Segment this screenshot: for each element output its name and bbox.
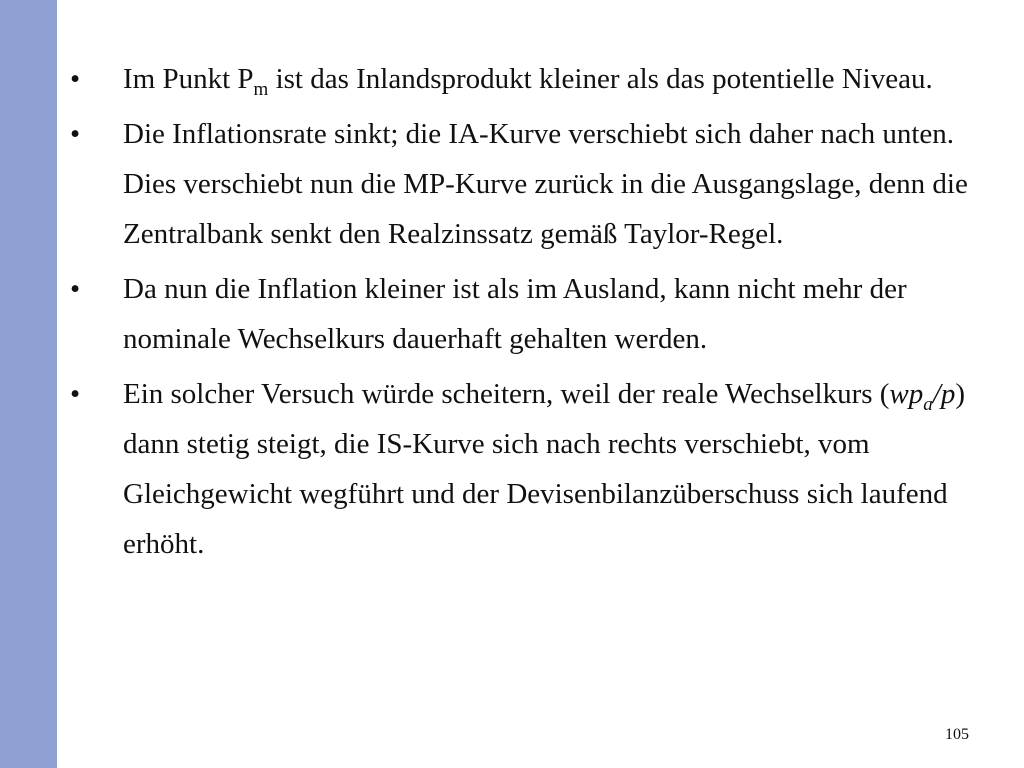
bullet-2-text: Die Inflationsrate sinkt; die IA-Kurve verschiebt sich daher nach unten. Dies verschiebt nun die MP-Kurve zurück in die Ausgangslage, denn die Zentralbank senkt den Realzinssatz gemäß Taylor-Regel. bbox=[123, 118, 968, 250]
bullet-list bbox=[70, 54, 1010, 574]
bullet-dot: • bbox=[70, 378, 81, 410]
bullet-1-part-2: ist das Inlandsprodukt kleiner als das potentielle Niveau. bbox=[268, 63, 933, 95]
bullet-1-text bbox=[123, 63, 933, 100]
slide-number: 105 bbox=[945, 726, 969, 743]
bullet-4-part-1: Ein solcher Versuch würde scheitern, weil der reale Wechselkurs ( bbox=[123, 378, 890, 410]
bullet-item-2 bbox=[70, 109, 1010, 259]
bullet-4-part-2: ) dann stetig steigt, die IS-Kurve sich nach rechts verschiebt, vom Gleichgewicht wegführt und der Devisenbilanzüberschuss sich laufend erhöht. bbox=[123, 378, 965, 560]
bullet-item-4 bbox=[70, 369, 1010, 569]
bullet-dot: • bbox=[70, 118, 81, 150]
bullet-dot: • bbox=[70, 273, 81, 305]
bullet-4-subscript: a bbox=[923, 394, 933, 415]
bullet-4-text bbox=[123, 378, 965, 560]
bullet-1-subscript: m bbox=[253, 79, 269, 100]
bullet-dot: • bbox=[70, 63, 81, 95]
side-bar-accent bbox=[0, 0, 57, 768]
bullet-4-italic-1: wp bbox=[889, 378, 924, 410]
bullet-1-part-1: Im Punkt P bbox=[123, 63, 254, 95]
bullet-item-3 bbox=[70, 264, 1010, 364]
bullet-4-italic-2: /p bbox=[932, 378, 956, 410]
bullet-item-1 bbox=[70, 54, 1010, 104]
bullet-3-text: Da nun die Inflation kleiner ist als im Ausland, kann nicht mehr der nominale Wechselkurs dauerhaft gehalten werden. bbox=[123, 273, 907, 355]
